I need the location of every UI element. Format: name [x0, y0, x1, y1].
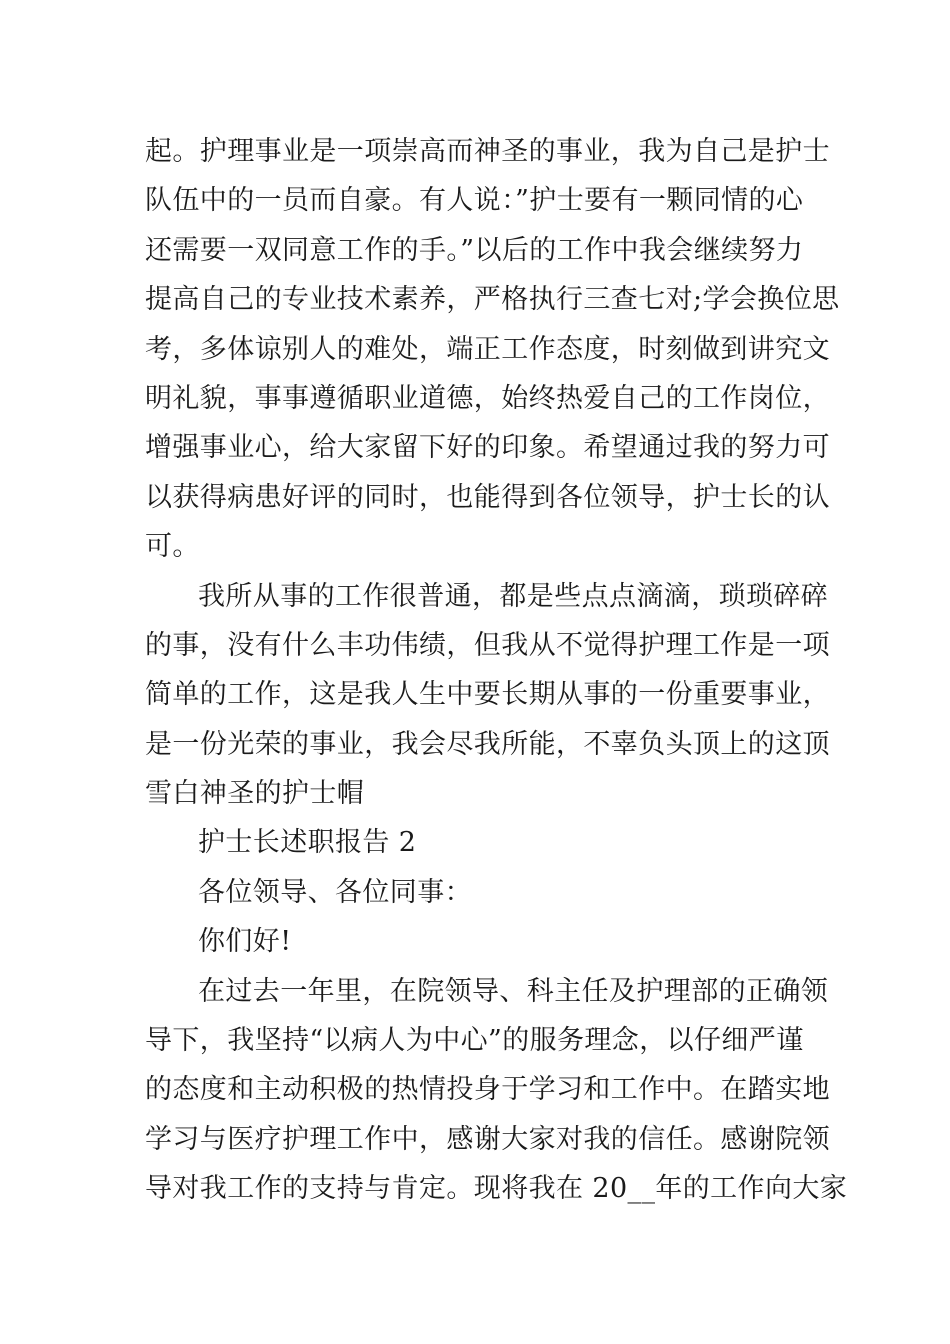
text-line: 在过去一年里，在院领导、科主任及护理部的正确领	[198, 975, 829, 1007]
text-line: 简单的工作，这是我人生中要长期从事的一份重要事业，	[145, 679, 830, 711]
text-line: 学习与医疗护理工作中，感谢大家对我的信任。感谢院领	[145, 1123, 830, 1155]
salutation	[145, 868, 810, 917]
paragraph	[145, 967, 848, 1214]
text-line: 起。护理事业是一项崇高而神圣的事业，我为自己是护士	[145, 136, 830, 167]
text-line: 的态度和主动积极的热情投身于学习和工作中。在踏实地	[145, 1074, 830, 1106]
section-heading	[145, 818, 810, 867]
greeting-text: 你们好!	[198, 926, 292, 958]
text-line: 还需要一双同意工作的手。”以后的工作中我会继续努力	[145, 234, 804, 266]
text-line: 雪白神圣的护士帽	[145, 778, 365, 810]
document-body	[145, 127, 848, 1214]
text-line: 的事，没有什么丰功伟绩，但我从不觉得护理工作是一项	[145, 629, 830, 661]
text-line: 考，多体谅别人的难处，端正工作态度，时刻做到讲究文	[145, 333, 830, 365]
heading-text: 护士长述职报告 2	[198, 827, 417, 859]
text-line: 是一份光荣的事业，我会尽我所能，不辜负头顶上的这顶	[145, 728, 830, 760]
text-line: 以获得病患好评的同时，也能得到各位领导，护士长的认	[145, 481, 830, 513]
paragraph	[145, 572, 830, 819]
text-line: 导对我工作的支持与肯定。现将我在 20__年的工作向大家	[145, 1173, 848, 1205]
text-line: 增强事业心，给大家留下好的印象。希望通过我的努力可	[145, 432, 830, 464]
text-line: 提高自己的专业技术素养，严格执行三查七对;学会换位思	[145, 284, 840, 316]
text-line: 队伍中的一员而自豪。有人说：”护士要有一颗同情的心	[145, 185, 804, 217]
salutation-text: 各位领导、各位同事：	[198, 876, 472, 908]
text-line: 导下，我坚持“以病人为中心”的服务理念，以仔细严谨	[145, 1025, 804, 1057]
text-line: 可。	[145, 531, 200, 563]
text-line: 明礼貌，事事遵循职业道德，始终热爱自己的工作岗位，	[145, 382, 830, 414]
text-line: 我所从事的工作很普通，都是些点点滴滴，琐琐碎碎	[198, 580, 829, 612]
paragraph-continuation	[145, 127, 840, 572]
greeting	[145, 917, 810, 966]
